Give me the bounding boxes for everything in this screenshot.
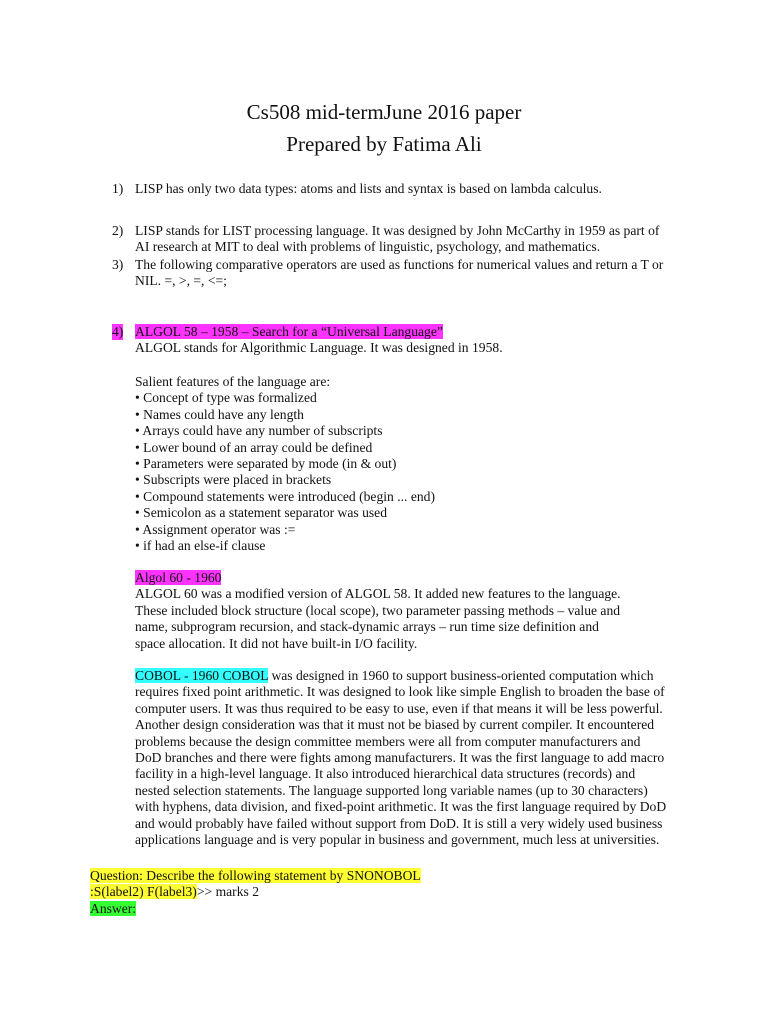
- algol58-intro: ALGOL stands for Algorithmic Language. It was designed in 1958.: [135, 340, 503, 356]
- algol58-features: [135, 374, 695, 554]
- paragraph-line: Another design consideration was that it must not be biased by current compiler. It encountered: [135, 717, 655, 733]
- question-statement: :S(label2) F(label3): [90, 884, 197, 900]
- paragraph-line: These included block structure (local scope), two parameter passing methods – value and: [135, 602, 621, 618]
- question-block: [90, 868, 421, 917]
- item-number: 3): [112, 257, 124, 272]
- paragraph-text: was designed in 1960 to support business-oriented computation which: [268, 668, 654, 683]
- features-heading: Salient features of the language are:: [135, 374, 331, 389]
- paragraph-line: DoD branches and there were fights among manufacturers. It was the first language to add macro: [135, 750, 665, 766]
- paragraph-line: with hyphens, data division, and fixed-point arithmetic. It was the first language required by DoD: [135, 799, 667, 815]
- feature-item: • Subscripts were placed in brackets: [135, 472, 332, 488]
- item-number: 2): [112, 223, 124, 238]
- item-text: [135, 257, 692, 290]
- paragraph-line: computer users. It was thus required to be easy to use, even if that means it will be less powerful.: [135, 700, 663, 716]
- item-text: [135, 181, 692, 197]
- feature-item: • Names could have any length: [135, 406, 304, 422]
- item-line: LISP stands for LIST processing language. It was designed by John McCarthy in 1959 as part of: [135, 223, 660, 238]
- item-number: 4): [112, 324, 124, 339]
- algol60-section: [135, 570, 695, 652]
- cobol-heading: COBOL - 1960 COBOL: [135, 668, 269, 683]
- list-item-algol58: [112, 324, 692, 357]
- list-item: [112, 181, 692, 197]
- paragraph-line: requires fixed point arithmetic. It was designed to look like simple English to broaden the base of: [135, 684, 665, 700]
- paragraph-line: ALGOL 60 was a modified version of ALGOL 58. It added new features to the language.: [135, 586, 621, 602]
- question-label: Question: Describe the following statement by SNONOBOL: [90, 868, 421, 883]
- paragraph-line: nested selection statements. The language supported long variable names (up to 30 characters): [135, 782, 648, 798]
- item-line: NIL. =, >, =, <=;: [135, 273, 227, 289]
- cobol-section: [135, 668, 695, 848]
- document-title: Cs508 mid-termJune 2016 paper: [246, 100, 522, 124]
- item-text: [135, 324, 692, 357]
- feature-item: • Assignment operator was :=: [135, 521, 296, 537]
- item-line: LISP has only two data types: atoms and lists and syntax is based on lambda calculus.: [135, 181, 602, 196]
- paragraph-line: space allocation. It did not have built-in I/O facility.: [135, 635, 418, 651]
- feature-item: • Lower bound of an array could be defined: [135, 439, 373, 455]
- document-subtitle: Prepared by Fatima Ali: [286, 132, 482, 156]
- feature-item: • Semicolon as a statement separator was used: [135, 505, 388, 521]
- paragraph-line: and would probably have failed without support from DoD. It is still a very widely used business: [135, 815, 663, 831]
- feature-item: • Compound statements were introduced (begin ... end): [135, 488, 435, 504]
- feature-item: • Arrays could have any number of subscripts: [135, 423, 383, 439]
- algol58-heading: ALGOL 58 – 1958 – Search for a “Universal Language”: [135, 324, 443, 339]
- answer-label: Answer:: [90, 900, 137, 916]
- list-item: [112, 257, 692, 290]
- feature-item: • Concept of type was formalized: [135, 390, 317, 406]
- item-text: [135, 223, 692, 256]
- paragraph-line: name, subprogram recursion, and stack-dynamic arrays – run time size definition and: [135, 619, 599, 635]
- algol60-heading: Algol 60 - 1960: [135, 570, 222, 585]
- list-item: [112, 223, 692, 256]
- item-line: AI research at MIT to deal with problems of linguistic, psychology, and mathematics.: [135, 239, 601, 255]
- paragraph-line: problems because the design committee members were all from computer manufacturers and: [135, 733, 641, 749]
- item-line: The following comparative operators are used as functions for numerical values and return a T or: [135, 257, 664, 272]
- paragraph-line: applications language and is very popular in business and government, much less at universities.: [135, 832, 660, 848]
- question-marks: >> marks 2: [196, 884, 259, 900]
- item-number: 1): [112, 181, 124, 196]
- paragraph-line: facility in a high-level language. It also introduced hierarchical data structures (records) and: [135, 766, 636, 782]
- feature-item: • Parameters were separated by mode (in & out): [135, 456, 397, 472]
- feature-item: • if had an else-if clause: [135, 538, 266, 554]
